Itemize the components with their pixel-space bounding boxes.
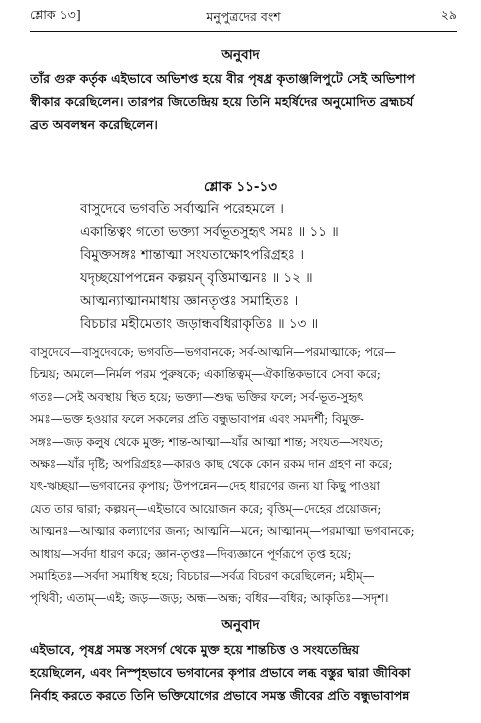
- verse-line: একান্তিত্বং গতো ভক্ত্যা সর্বভূতসুহৃৎ সমঃ ॥ ১১ ॥: [80, 225, 339, 240]
- translation-line: স্বীকার করেছিলেন। তারপর জিতেন্দ্রিয় হয়ে তিনি মহর্ষিদের অনুমোদিত ব্রহ্মচর্য: [30, 94, 414, 109]
- synonyms-line: সমাহিতঃ—সর্বদা সমাধিস্থ হয়ে; বিচচার—সর্বত্র বিচরণ করেছিলেন; মহীম্—: [30, 569, 375, 584]
- translation-line: তাঁর গুরু কর্তৃক এইভাবে অভিশপ্ত হয়ে বীর পৃষধ্র কৃতাঞ্জলিপুটে সেই অভিশাপ: [30, 71, 416, 86]
- synonyms-line: সমঃ—ভক্ত হওয়ার ফলে সকলের প্রতি বন্ধুভাবাপন্ন এবং সমদর্শী; বিমুক্ত-: [30, 412, 364, 427]
- synonyms-line: চিন্ময়; অমলে—নির্মল পরম পুরুষকে; একান্তিত্বম্—ঐকান্তিকভাবে সেবা করে;: [30, 367, 381, 382]
- verse-line: বিমুক্তসঙ্গঃ শান্তাত্মা সংযতাক্ষোঽপরিগ্রহঃ ।: [80, 248, 304, 263]
- translation-line: নির্বাহ করতে করতে তিনি ভক্তিযোগের প্রভাবে সমস্ত জীবের প্রতি বন্ধুভাবাপন্ন: [30, 688, 410, 703]
- header-divider: [30, 31, 457, 32]
- header-verse-ref: শ্লোক ১৩]: [30, 7, 81, 22]
- header-page-number: ২৯: [440, 7, 457, 22]
- synonyms-line: যেত তার দ্বারা; কল্পয়ন্—এইভাবে আয়োজন করে; বৃত্তিম্—দেহের প্রয়োজন;: [30, 501, 382, 516]
- synonyms-line: আধায়—সর্বদা ধারণ করে; জ্ঞান-তৃপ্তঃ—দিব্যজ্ঞানে পূর্ণরূপে তৃপ্ত হয়ে;: [30, 546, 352, 561]
- translation-line: হয়েছিলেন, এবং নিস্পৃহভাবে ভগবানের কৃপার প্রভাবে লব্ধ বস্তুর দ্বারা জীবিকা: [30, 665, 411, 680]
- verse-heading: শ্লোক ১১-১৩: [203, 179, 277, 195]
- verse-line: আত্মন্যাত্মানমাধায় জ্ঞানতৃপ্তঃ সমাহিতঃ ।: [80, 294, 299, 309]
- synonyms-paragraph: [30, 341, 457, 610]
- translation-heading-2: অনুবাদ: [221, 617, 260, 633]
- translation-heading: অনুবাদ: [221, 47, 260, 63]
- translation-line: ব্রত অবলম্বন করেছিলেন।: [30, 117, 158, 132]
- translation-paragraph: [30, 67, 457, 136]
- running-header: [30, 6, 457, 28]
- verse-line: বিচচার মহীমেতাং জড়ান্ধবধিরাকৃতিঃ ॥ ১৩ ॥: [80, 317, 319, 332]
- verse-line: যদৃচ্ছয়োপপন্নেন কল্পয়ন্ বৃত্তিমাত্মনঃ ॥ ১২ ॥: [80, 271, 313, 286]
- synonyms-line: সঙ্গঃ—জড় কলুষ থেকে মুক্ত; শান্ত-আত্মা—যাঁর আত্মা শান্ত; সংযত—সংযত;: [30, 434, 384, 449]
- synonyms-line: অক্ষঃ—যাঁর দৃষ্টি; অপরিগ্রহঃ—কারও কাছ থেকে কোন রকম দান গ্রহণ না করে;: [30, 457, 393, 472]
- synonyms-line: যৎ-ঋচ্ছয়া—ভগবানের কৃপায়; উপপন্নেন—দেহ ধারণের জন্য যা কিছু পাওয়া: [30, 479, 380, 494]
- synonyms-line: গতঃ—সেই অবস্থায় স্থিত হয়ে; ভক্ত্যা—শুদ্ধ ভক্তির ফলে; সর্ব-ভূত-সুহৃৎ: [30, 389, 364, 404]
- translation-line: এইভাবে, পৃষধ্র সমস্ত সংসর্গ থেকে মুক্ত হয়ে শান্তচিত্ত ও সংযতেন্দ্রিয়: [30, 642, 360, 657]
- synonyms-line: পৃথিবী; এতাম্—এই; জড়—জড়; অন্ধ—অন্ধ; বধির—বধির; আকৃতিঃ—সদৃশ।: [30, 591, 389, 606]
- verse-text: [80, 198, 440, 336]
- synonyms-line: বাসুদেবে—বাসুদেবকে; ভগবতি—ভগবানকে; সর্ব-আত্মনি—পরমাত্মাকে; পরে—: [30, 345, 396, 359]
- verse-line: বাসুদেবে ভগবতি সর্বাত্মনি পরেহমলে ।: [80, 202, 284, 217]
- synonyms-line: আত্মনঃ—আত্মার কল্যাণের জন্য; আত্মনি—মনে; আত্মানম্—পরমাত্মা ভগবানকে;: [30, 524, 415, 539]
- header-chapter-title: মনুপুত্রদের বংশ: [206, 9, 281, 24]
- translation-paragraph-2: [30, 638, 457, 707]
